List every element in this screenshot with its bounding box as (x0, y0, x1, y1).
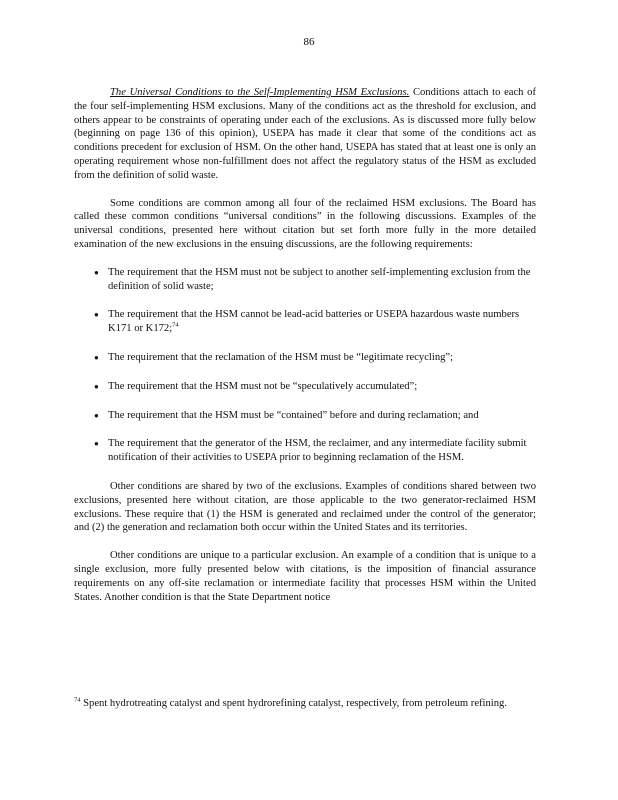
page-number: 86 (303, 36, 315, 48)
list-item (74, 266, 536, 294)
paragraph-text: Conditions attach to each of the four self-implementing HSM exclusions. Many of the conditions act as the threshold for exclusion, and others appear to be constraints of operating under each of the exclusions. As is discussed more fully below (beginning on page 136 of this opinion), USEPA has made it clear that some of the conditions act as conditions precedent for exclusion of HSM. On the other hand, USEPA has stated that at least one is only an operating requirement whose non-fulfillment does not affect the regulatory status of the HSM as excluded from the definition of solid waste. (74, 87, 536, 181)
list-item-text: The requirement that the reclamation of the HSM must be “legitimate recycling”; (108, 351, 454, 363)
list-item-text: The requirement that the HSM must not be “speculatively accumulated”; (108, 380, 418, 392)
list-item (74, 380, 536, 394)
list-item (74, 308, 536, 336)
list-item-text: The requirement that the HSM must be “contained” before and during reclamation; and (108, 409, 479, 421)
list-item-text: The requirement that the HSM must not be subject to another self-implementing exclusion from the definition of solid waste; (108, 266, 531, 292)
footnote (74, 697, 520, 711)
document-body (74, 86, 536, 618)
paragraph-common-conditions: Some conditions are common among all four of the reclaimed HSM exclusions. The Board has called these common conditions “universal conditions” in the following discussions. Examples of the universal conditions, presented here without citation but set forth more fully in the more detailed examination of the new exclusions in the ensuing discussions, are the following requirements: (74, 197, 536, 250)
list-item (74, 409, 536, 423)
list-item (74, 351, 536, 365)
paragraph-unique-conditions: Other conditions are unique to a particular exclusion. An example of a condition that is unique to a single exclusion, more fully presented below with citations, is the imposition of financial assurance requirements on any off-site reclamation or intermediate facility that processes HSM within the United States. Another condition is that the State Department notice (74, 550, 536, 603)
section-heading: The Universal Conditions to the Self-Implementing HSM Exclusions. (110, 87, 410, 98)
list-item-text: The requirement that the HSM cannot be lead-acid batteries or USEPA hazardous waste numbers K171 or K172; (108, 309, 520, 335)
footnote-text: Spent hydrotreating catalyst and spent hydrorefining catalyst, respectively, from petroleum refining. (83, 698, 507, 709)
list-item (74, 437, 536, 465)
paragraph-shared-conditions: Other conditions are shared by two of the exclusions. Examples of conditions shared between two exclusions, presented here without citation, are those applicable to the two generator-reclaimed HSM exclusions. These require that (1) the HSM is generated and reclaimed under the control of the generator; and (2) the generation and reclamation both occur within the United States and its territories. (74, 480, 536, 534)
footnote-reference: 74 (172, 321, 179, 329)
list-item-text: The requirement that the generator of the HSM, the reclaimer, and any intermediate facility submit notification of their activities to USEPA prior to beginning reclamation of the HSM. (108, 438, 527, 464)
paragraph-universal-conditions (74, 86, 536, 183)
footnote-number: 74 (74, 696, 81, 704)
requirements-list (74, 266, 536, 465)
